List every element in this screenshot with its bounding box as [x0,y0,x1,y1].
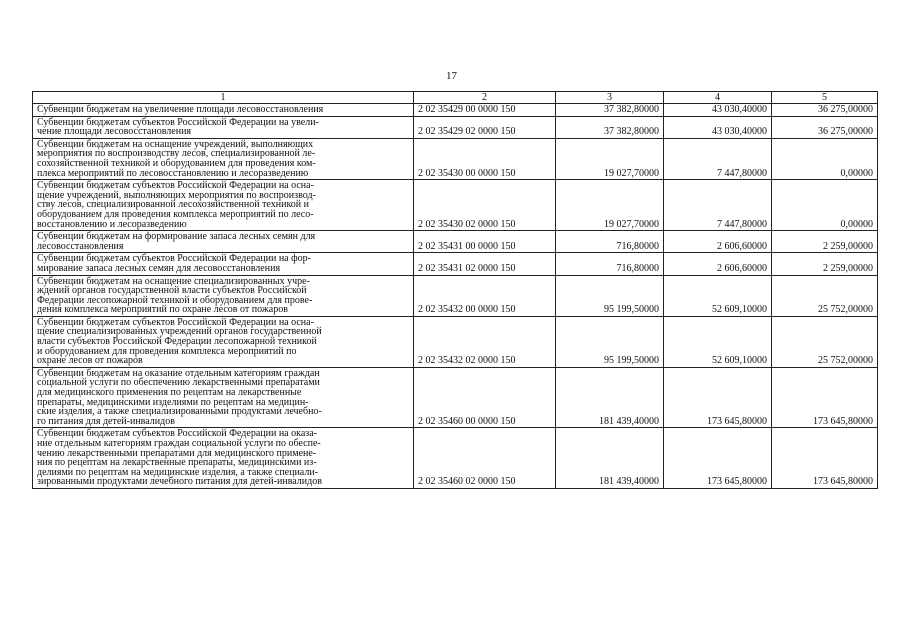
row-description [33,104,414,117]
page-number: 17 [446,70,457,82]
description-line: Субвенции бюджетам субъектов Российской Федерации на фор- [37,253,311,265]
description-line: власти субъектов Российской Федерации лесопожарной техникой [37,336,317,348]
amount-col3: 19 027,70000 [556,138,664,179]
budget-code: 2 02 35430 02 0000 150 [414,180,556,231]
description-line: Субвенции бюджетам на оказание отдельным категориям граждан [37,367,320,379]
row-description [33,116,414,138]
description-line: чению лекарственными препаратами для медицинского примене- [37,447,317,459]
amount-col5: 2 259,00000 [772,253,878,275]
column-header-2: 2 [414,92,556,104]
row-description [33,428,414,489]
row-description [33,275,414,316]
description-line: ству лесов, специализированной лесохозяйственной техникой и [37,199,309,211]
description-line: ния по рецептам на лекарственные препараты, медицинскими из- [37,457,317,469]
amount-col3: 95 199,50000 [556,275,664,316]
amount-col3: 181 439,40000 [556,367,664,428]
description-line: мирование запаса лесных семян для лесовосстановления [37,262,281,274]
description-line: Субвенции бюджетам субъектов Российской Федерации на осна- [37,316,314,328]
table-row [33,116,878,138]
amount-col4: 2 606,60000 [664,253,772,275]
budget-code: 2 02 35430 00 0000 150 [414,138,556,179]
table-header-row [33,92,878,104]
amount-col4: 173 645,80000 [664,428,772,489]
table-row [33,180,878,231]
budget-code: 2 02 35432 00 0000 150 [414,275,556,316]
description-line: Субвенции бюджетам на увеличение площади лесовосстановления [37,104,324,115]
description-line: Субвенции бюджетам на оснащение учреждений, выполняющих [37,138,314,150]
description-line: Субвенции бюджетам субъектов Российской Федерации на осна- [37,180,314,192]
budget-code: 2 02 35460 00 0000 150 [414,367,556,428]
budget-table [32,91,878,489]
description-line: препараты, медицинскими изделиями по рецептам на медицин- [37,396,309,408]
row-description [33,180,414,231]
row-description [33,316,414,367]
budget-code: 2 02 35460 02 0000 150 [414,428,556,489]
row-description [33,231,414,253]
table-row [33,367,878,428]
table-row [33,231,878,253]
description-line: и оборудованием для проведения комплекса мероприятий по [37,345,297,357]
description-line: Субвенции бюджетам субъектов Российской Федерации на увели- [37,116,319,128]
description-line: щение учреждений, выполняющих мероприятия по воспроизвод- [37,189,316,201]
table-row [33,138,878,179]
table-row [33,275,878,316]
row-description [33,138,414,179]
description-line: зированными продуктами лечебного питания для детей-инвалидов [37,476,322,488]
description-line: делиями по рецептам на медицинские изделия, а также специали- [37,466,319,478]
description-line: ждений органов государственной власти субъектов Российской [37,285,307,297]
column-header-3: 3 [556,92,664,104]
description-line: лесовосстановления [37,240,124,252]
amount-col5: 36 275,00000 [772,116,878,138]
description-line: социальной услуги по обеспечению лекарственными препаратами [37,377,320,389]
amount-col5: 0,00000 [772,138,878,179]
row-description [33,367,414,428]
amount-col5: 25 752,00000 [772,275,878,316]
amount-col3: 37 382,80000 [556,116,664,138]
budget-code: 2 02 35431 00 0000 150 [414,231,556,253]
description-line: восстановлению и лесоразведению [37,218,187,230]
amount-col5: 173 645,80000 [772,428,878,489]
table-row [33,253,878,275]
amount-col4: 52 609,10000 [664,275,772,316]
description-line: мероприятия по воспроизводству лесов, специализированной ле- [37,148,316,160]
column-header-5: 5 [772,92,878,104]
description-line: щение специализированных учреждений органов государственной [37,326,322,338]
amount-col4: 43 030,40000 [664,104,772,117]
description-line: сохозяйственной техникой и оборудованием для проведения ком- [37,157,316,169]
description-line: Субвенции бюджетам на формирование запаса лесных семян для [37,231,316,243]
table-row [33,104,878,117]
amount-col3: 95 199,50000 [556,316,664,367]
amount-col3: 716,80000 [556,231,664,253]
table-row [33,316,878,367]
description-line: для медицинского применения по рецептам на лекарственные [37,387,302,399]
amount-col3: 716,80000 [556,253,664,275]
table-body [33,104,878,489]
amount-col3: 19 027,70000 [556,180,664,231]
row-description [33,253,414,275]
amount-col4: 2 606,60000 [664,231,772,253]
description-line: Субвенции бюджетам на оснащение специализированных учре- [37,275,310,287]
amount-col3: 37 382,80000 [556,104,664,117]
budget-code: 2 02 35432 02 0000 150 [414,316,556,367]
column-header-1: 1 [33,92,414,104]
amount-col5: 0,00000 [772,180,878,231]
description-line: оборудованием для проведения комплекса мероприятий по лесо- [37,208,314,220]
budget-code: 2 02 35431 02 0000 150 [414,253,556,275]
description-line: ские изделия, а также специализированными продуктами лечебно- [37,406,322,418]
description-line: дения комплекса мероприятий по охране лесов от пожаров [37,304,288,316]
column-header-4: 4 [664,92,772,104]
amount-col4: 173 645,80000 [664,367,772,428]
amount-col5: 25 752,00000 [772,316,878,367]
amount-col4: 7 447,80000 [664,180,772,231]
amount-col4: 52 609,10000 [664,316,772,367]
amount-col5: 36 275,00000 [772,104,878,117]
description-line: охране лесов от пожаров [37,355,143,367]
budget-code: 2 02 35429 00 0000 150 [414,104,556,117]
amount-col5: 173 645,80000 [772,367,878,428]
description-line: чение площади лесовосстановления [37,126,192,138]
amount-col3: 181 439,40000 [556,428,664,489]
table-row [33,428,878,489]
description-line: Федерации лесопожарной техникой и оборудованием для прове- [37,294,313,306]
amount-col4: 43 030,40000 [664,116,772,138]
description-line: ние отдельным категориям граждан социальной услуги по обеспе- [37,438,321,449]
description-line: го питания для детей-инвалидов [37,415,175,427]
amount-col5: 2 259,00000 [772,231,878,253]
budget-code: 2 02 35429 02 0000 150 [414,116,556,138]
description-line: Субвенции бюджетам субъектов Российской Федерации на оказа- [37,428,317,440]
description-line: плекса мероприятий по лесовосстановлению и лесоразведению [37,167,309,179]
amount-col4: 7 447,80000 [664,138,772,179]
